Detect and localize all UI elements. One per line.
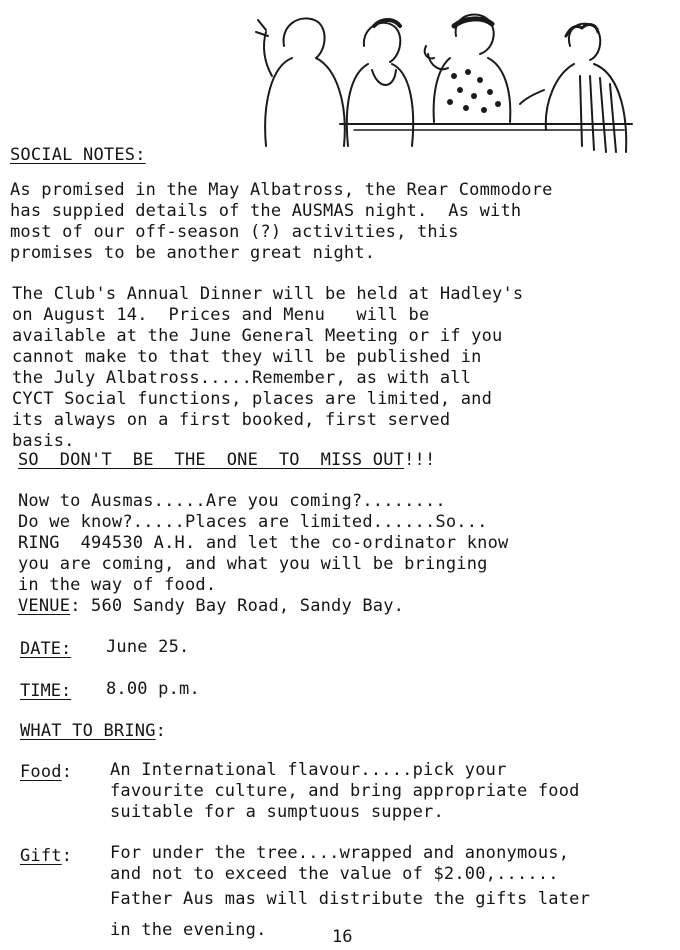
slogan-exclamations: !!! bbox=[404, 450, 436, 470]
ausmas-line: Now to Ausmas.....Are you coming?........ bbox=[18, 491, 446, 511]
miss-out-slogan bbox=[18, 450, 435, 470]
dinner-line: on August 14. Prices and Menu will be bbox=[12, 305, 430, 325]
slogan-text: SO DON'T BE THE ONE TO MISS OUT bbox=[18, 450, 405, 470]
dinner-line: the July Albatross.....Remember, as with all bbox=[12, 368, 472, 388]
time-value: 8.00 p.m. bbox=[106, 679, 200, 699]
ausmas-line: in the way of food. bbox=[18, 575, 217, 595]
venue-label: VENUE bbox=[18, 596, 71, 616]
dinner-line: cannot make to that they will be published in bbox=[12, 347, 482, 367]
gift-colon: : bbox=[61, 846, 73, 866]
ausmas-line: you are coming, and what you will be bringing bbox=[18, 554, 488, 574]
gift-label: Gift bbox=[20, 846, 62, 866]
intro-line: As promised in the May Albatross, the Rear Commodore bbox=[10, 180, 553, 200]
food-colon: : bbox=[61, 762, 73, 782]
intro-line: promises to be another great night. bbox=[10, 243, 376, 263]
gift-line: For under the tree....wrapped and anonymous, bbox=[110, 843, 570, 863]
dinner-line: CYCT Social functions, places are limited, and bbox=[12, 389, 493, 409]
dinner-line: The Club's Annual Dinner will be held at Hadley's bbox=[12, 284, 524, 304]
gift-line: in the evening. bbox=[110, 920, 267, 940]
what-to-bring-colon: : bbox=[155, 721, 167, 741]
dinner-line: basis. bbox=[12, 431, 75, 451]
date-value: June 25. bbox=[106, 637, 190, 657]
food-line: favourite culture, and bring appropriate food bbox=[110, 781, 580, 801]
ausmas-line: RING 494530 A.H. and let the co-ordinator know bbox=[18, 533, 509, 553]
what-to-bring-heading bbox=[20, 721, 166, 741]
time-label: TIME: bbox=[20, 681, 72, 701]
page-number: 16 bbox=[332, 927, 353, 947]
venue-value: : 560 Sandy Bay Road, Sandy Bay. bbox=[70, 596, 405, 616]
food-label: Food bbox=[20, 762, 62, 782]
food-label-row bbox=[20, 762, 72, 782]
what-to-bring-text: WHAT TO BRING bbox=[20, 721, 156, 741]
gift-line: Father Aus mas will distribute the gifts later bbox=[110, 889, 591, 909]
food-line: An International flavour.....pick your bbox=[110, 760, 507, 780]
gift-line: and not to exceed the value of $2.00,...... bbox=[110, 864, 559, 884]
ausmas-line: Do we know?.....Places are limited......So... bbox=[18, 512, 488, 532]
intro-line: most of our off-season (?) activities, this bbox=[10, 222, 459, 242]
dinner-party-illustration bbox=[244, 6, 636, 164]
dinner-line: available at the June General Meeting or if you bbox=[12, 326, 503, 346]
date-label: DATE: bbox=[20, 639, 72, 659]
venue-row bbox=[18, 596, 404, 616]
social-notes-heading: SOCIAL NOTES: bbox=[10, 145, 146, 165]
food-line: suitable for a sumptuous supper. bbox=[110, 802, 444, 822]
intro-line: has suppied details of the AUSMAS night. As with bbox=[10, 201, 522, 221]
gift-label-row bbox=[20, 846, 72, 866]
dinner-line: its always on a first booked, first served bbox=[12, 410, 451, 430]
